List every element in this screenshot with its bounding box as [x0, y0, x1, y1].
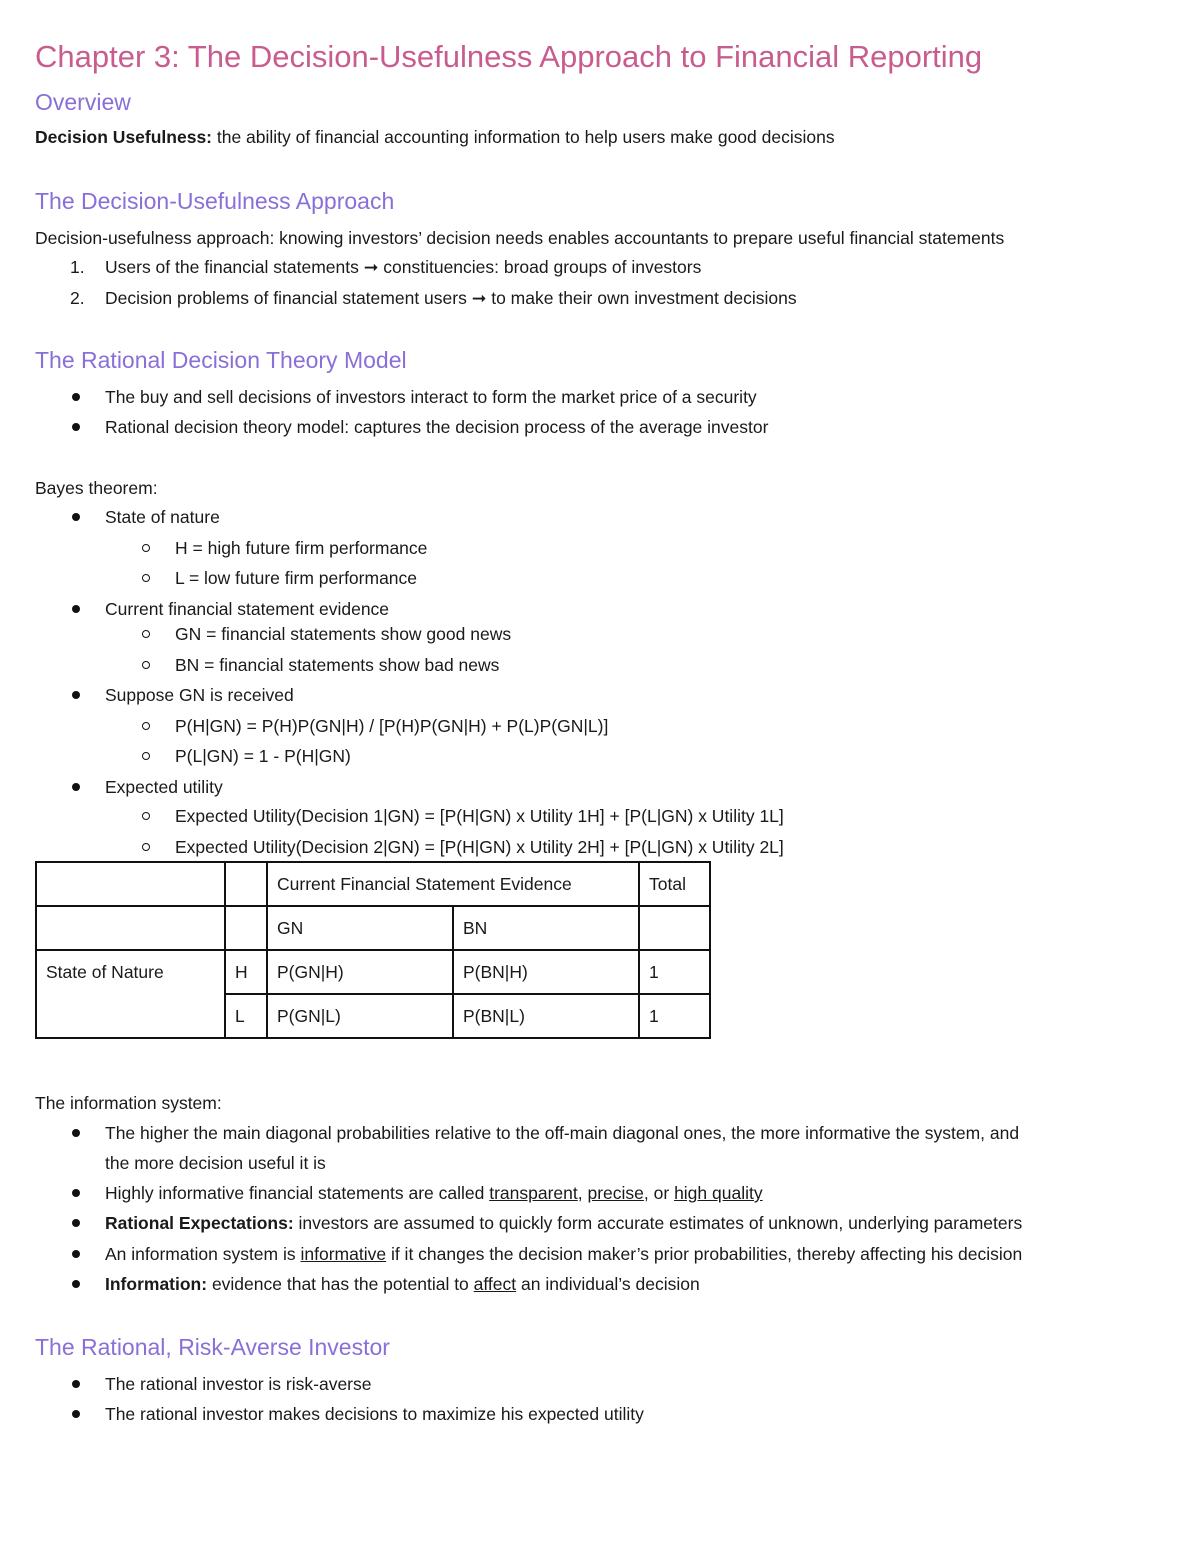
table-row — [36, 906, 710, 950]
definition: the ability of financial accounting information to help users make good decisions — [212, 127, 835, 147]
table-cell — [639, 906, 710, 950]
table-cell — [36, 994, 225, 1038]
table-cell — [36, 906, 225, 950]
bullet-item — [105, 1212, 1022, 1234]
total-header: Total — [639, 862, 710, 906]
bullet-dot — [72, 605, 80, 613]
total-h: 1 — [639, 950, 710, 994]
l-label: L — [225, 994, 267, 1038]
table-cell — [36, 862, 225, 906]
bayes-formula: P(L|GN) = 1 - P(H|GN) — [175, 746, 351, 766]
bullet-dot — [72, 423, 80, 431]
sub-bullet-circle — [142, 752, 150, 760]
rational-model-heading: The Rational Decision Theory Model — [35, 347, 407, 373]
definition: investors are assumed to quickly form accurate estimates of unknown, underlying parameters — [293, 1213, 1023, 1233]
h-label: H — [225, 950, 267, 994]
text: , — [577, 1183, 588, 1203]
total-l: 1 — [639, 994, 710, 1038]
underlined-term: high quality — [674, 1183, 763, 1203]
expected-utility-formula: Expected Utility(Decision 2|GN) = [P(H|GN) x Utility 2H] + [P(L|GN) x Utility 2L] — [175, 837, 784, 857]
cell-p-gn-h: P(GN|H) — [267, 950, 453, 994]
item-text: Decision problems of financial statement users ➞ to make their own investment decisions — [105, 288, 797, 308]
bullet-dot — [72, 1410, 80, 1418]
overview-heading: Overview — [35, 89, 131, 115]
bullet-item: Current financial statement evidence — [105, 599, 390, 619]
bullet-item: Rational decision theory model: captures the decision process of the average investor — [105, 417, 769, 437]
table-row — [36, 862, 710, 906]
item-number: 2. — [70, 288, 85, 308]
bullet-item — [105, 1243, 1022, 1265]
sub-bullet-circle — [142, 574, 150, 582]
sub-bullet-circle — [142, 544, 150, 552]
underlined-term: transparent — [489, 1183, 578, 1203]
cell-p-bn-h: P(BN|H) — [453, 950, 639, 994]
bullet-dot — [72, 1189, 80, 1197]
information-system-label: The information system: — [35, 1093, 222, 1113]
bullet-dot — [72, 1129, 80, 1137]
underlined-term: informative — [300, 1244, 387, 1264]
text: evidence that has the potential to — [207, 1274, 474, 1294]
bullet-dot — [72, 393, 80, 401]
bullet-item: The rational investor makes decisions to maximize his expected utility — [105, 1404, 644, 1424]
underlined-term: affect — [473, 1274, 517, 1294]
bullet-item: The buy and sell decisions of investors interact to form the market price of a security — [105, 387, 757, 407]
sub-bullet-circle — [142, 630, 150, 638]
bullet-dot — [72, 783, 80, 791]
text: if it changes the decision maker’s prior probabilities, thereby affecting his decision — [386, 1244, 1023, 1264]
cell-p-bn-l: P(BN|L) — [453, 994, 639, 1038]
bullet-dot — [72, 1280, 80, 1288]
bayes-formula: P(H|GN) = P(H)P(GN|H) / [P(H)P(GN|H) + P(L)P(GN|L)] — [175, 716, 609, 736]
sub-bullet-circle — [142, 661, 150, 669]
sub-bullet-circle — [142, 812, 150, 820]
bayes-label: Bayes theorem: — [35, 478, 158, 498]
item-text: Users of the financial statements ➞ constituencies: broad groups of investors — [105, 257, 702, 277]
table-row — [36, 994, 710, 1038]
table-row — [36, 950, 710, 994]
bullet-dot — [72, 691, 80, 699]
text: an individual’s decision — [516, 1274, 700, 1294]
bullet-dot — [72, 1219, 80, 1227]
bullet-item: Suppose GN is received — [105, 685, 294, 705]
cell-p-gn-l: P(GN|L) — [267, 994, 453, 1038]
gn-header: GN — [267, 906, 453, 950]
bullet-item-continuation: the more decision useful it is — [105, 1153, 326, 1173]
bullet-dot — [72, 1380, 80, 1388]
bullet-item: State of nature — [105, 507, 220, 527]
bullet-item: The higher the main diagonal probabilities relative to the off-main diagonal ones, the more informative the system, and — [105, 1123, 1020, 1143]
term: Rational Expectations: — [105, 1213, 294, 1233]
sub-bullet-item: L = low future firm performance — [175, 568, 418, 588]
bn-header: BN — [453, 906, 639, 950]
chapter-title: Chapter 3: The Decision-Usefulness Approach to Financial Reporting — [35, 39, 983, 74]
term: Information: — [105, 1274, 208, 1294]
bullet-item — [105, 1182, 763, 1204]
state-of-nature-label: State of Nature — [36, 950, 225, 994]
text: , or — [643, 1183, 675, 1203]
text: An information system is — [105, 1244, 301, 1264]
text: Highly informative financial statements are called — [105, 1183, 490, 1203]
risk-averse-heading: The Rational, Risk-Averse Investor — [35, 1334, 390, 1360]
table-cell — [225, 862, 267, 906]
sub-bullet-item: BN = financial statements show bad news — [175, 655, 500, 675]
expected-utility-formula: Expected Utility(Decision 1|GN) = [P(H|GN) x Utility 1H] + [P(L|GN) x Utility 1L] — [175, 806, 784, 826]
information-system-matrix — [35, 861, 711, 1039]
sub-bullet-circle — [142, 722, 150, 730]
evidence-header: Current Financial Statement Evidence — [267, 862, 639, 906]
bullet-dot — [72, 513, 80, 521]
bullet-item — [105, 1273, 700, 1295]
bullet-item: The rational investor is risk-averse — [105, 1374, 372, 1394]
sub-bullet-circle — [142, 843, 150, 851]
table-cell — [225, 906, 267, 950]
bullet-dot — [72, 1250, 80, 1258]
term: Decision Usefulness: — [35, 127, 212, 147]
item-number: 1. — [70, 257, 85, 277]
decision-usefulness-definition — [35, 126, 835, 148]
approach-heading: The Decision-Usefulness Approach — [35, 188, 395, 214]
underlined-term: precise — [587, 1183, 644, 1203]
bullet-item: Expected utility — [105, 777, 223, 797]
sub-bullet-item: H = high future firm performance — [175, 538, 428, 558]
approach-intro: Decision-usefulness approach: knowing investors’ decision needs enables accountants to prepare useful financial statements — [35, 228, 1005, 248]
sub-bullet-item: GN = financial statements show good news — [175, 624, 512, 644]
